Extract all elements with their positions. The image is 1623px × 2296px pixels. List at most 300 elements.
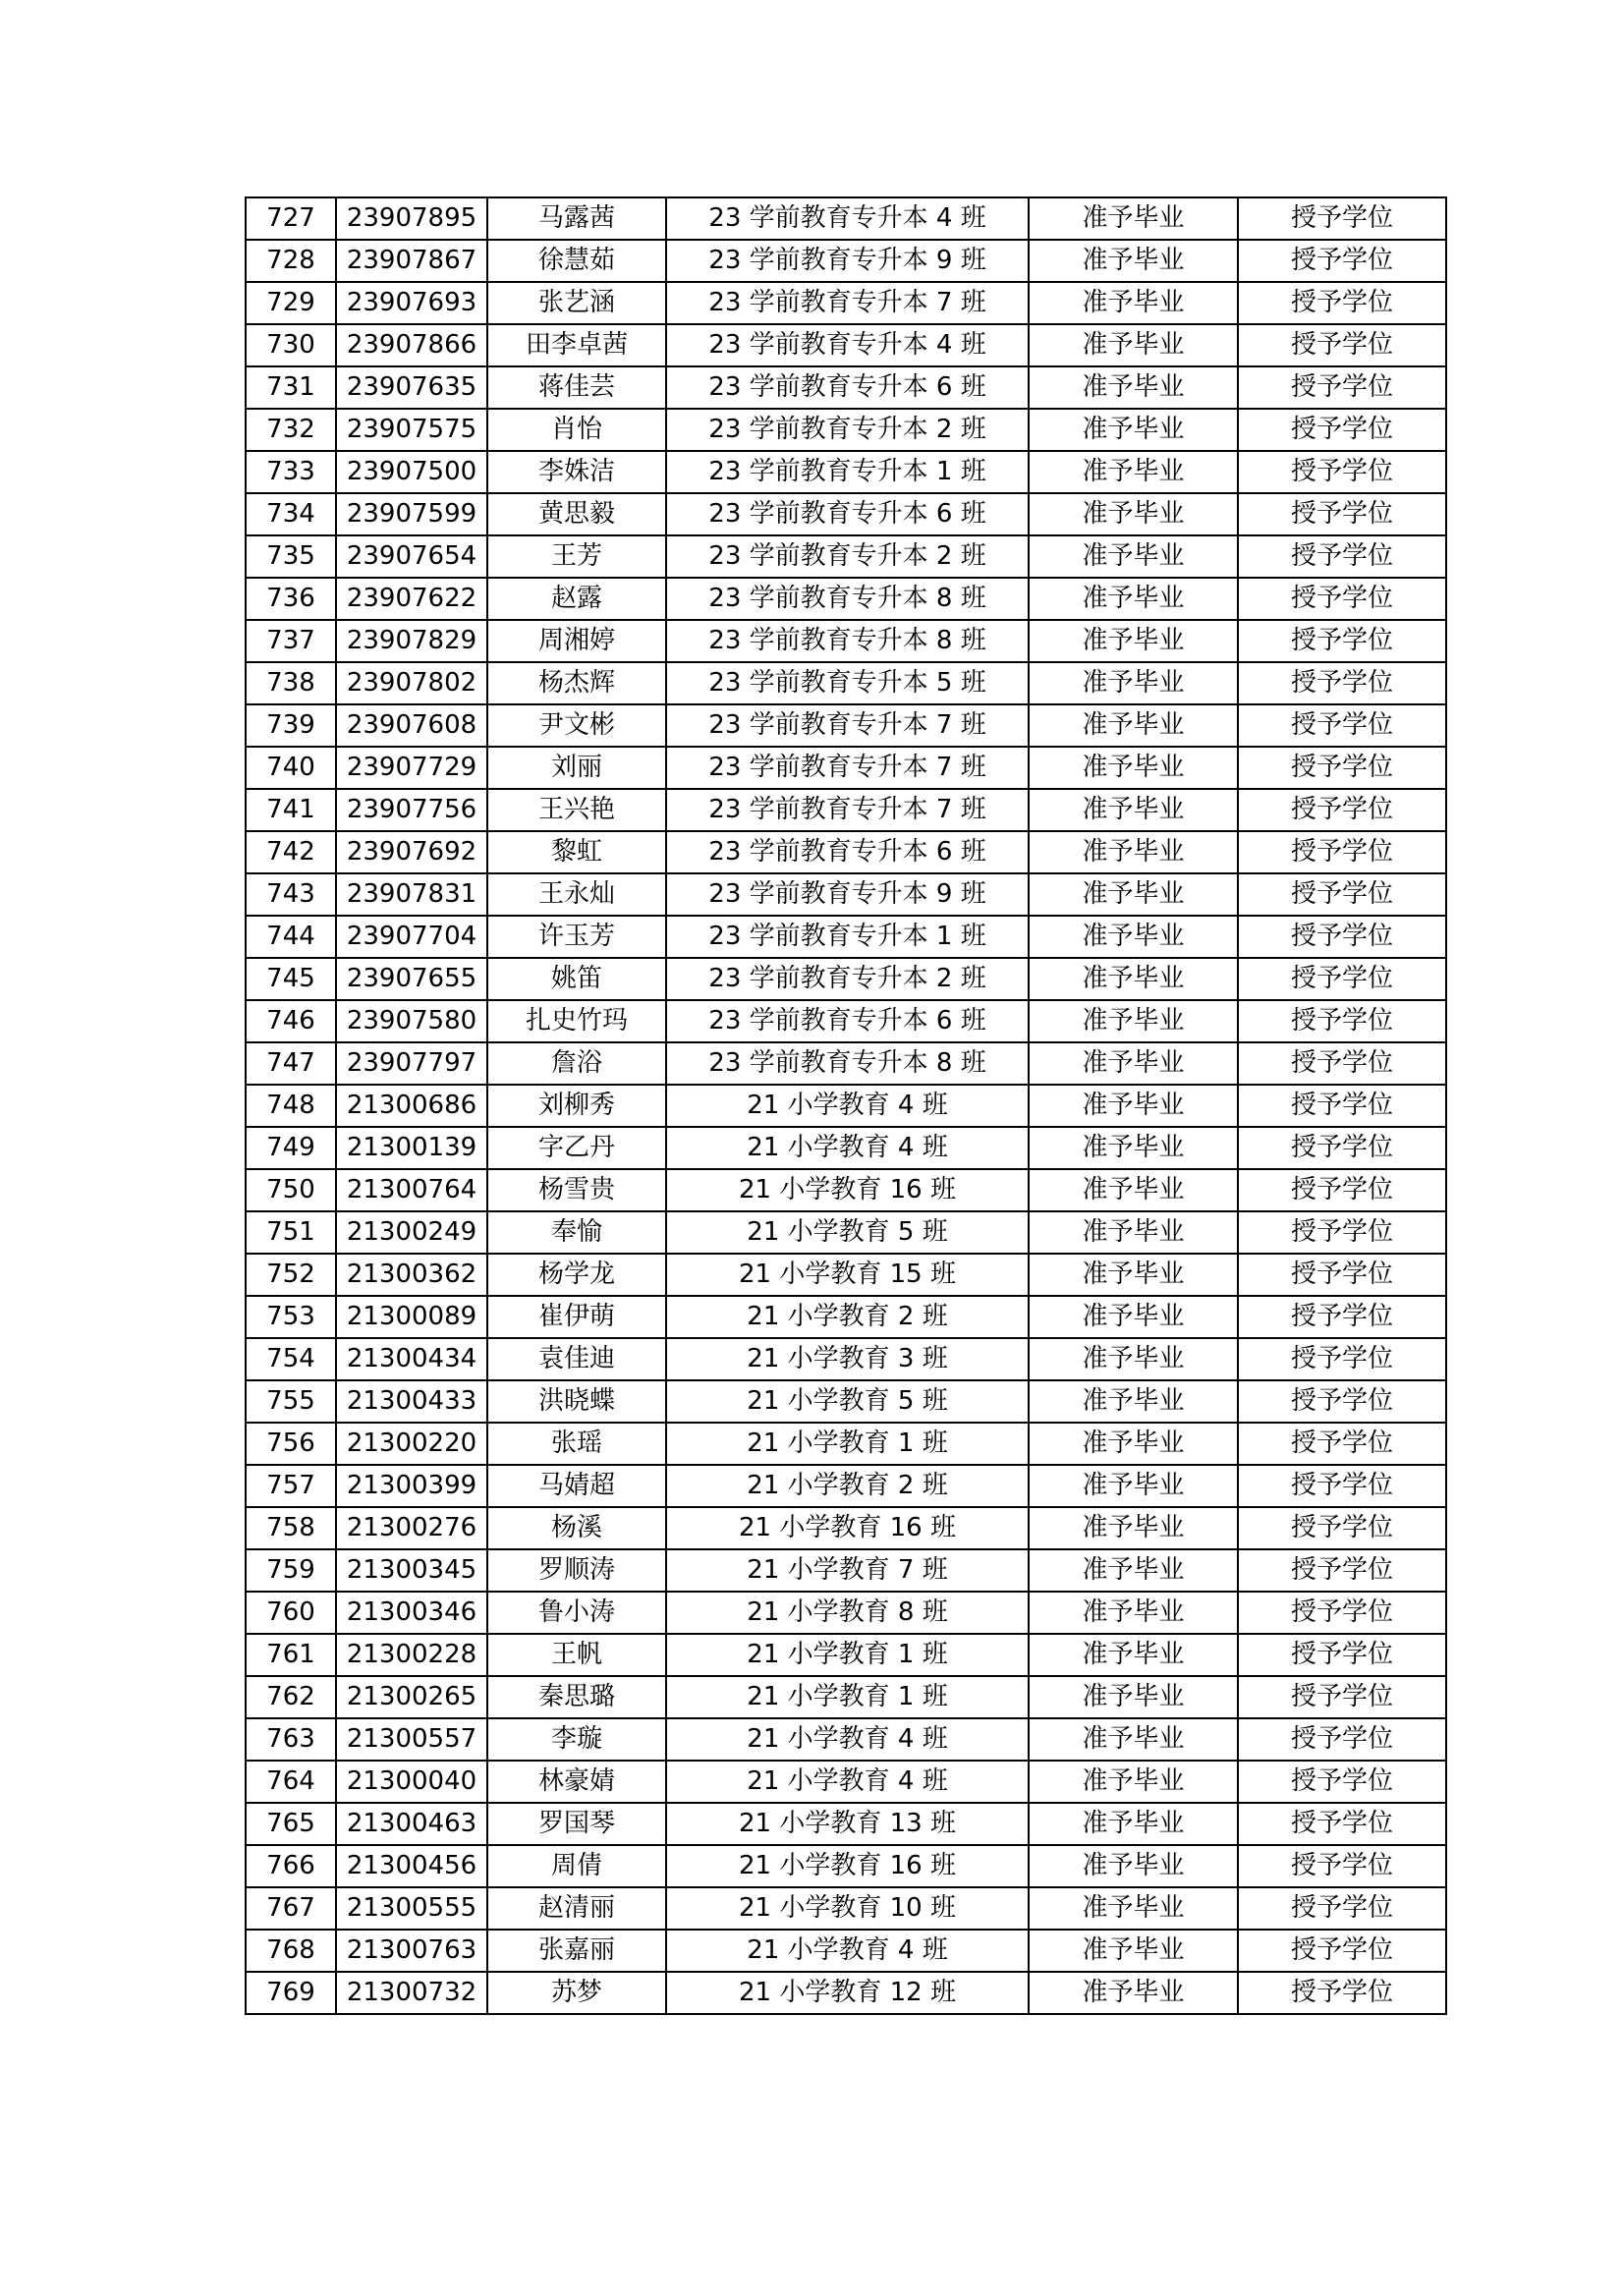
class-name-cell: 21 小学教育 1 班 xyxy=(666,1634,1029,1676)
student-id-cell: 21300276 xyxy=(336,1507,487,1549)
graduation-status-cell: 准予毕业 xyxy=(1029,1296,1238,1338)
table-row xyxy=(246,1380,1446,1423)
seq-number-cell: 745 xyxy=(246,958,336,1000)
student-id-cell: 21300399 xyxy=(336,1465,487,1507)
student-id-cell: 21300089 xyxy=(336,1296,487,1338)
degree-status-cell: 授予学位 xyxy=(1238,1254,1446,1296)
graduation-status-cell: 准予毕业 xyxy=(1029,1042,1238,1085)
student-name-cell: 苏梦 xyxy=(487,1972,666,2014)
degree-status-cell: 授予学位 xyxy=(1238,409,1446,451)
seq-number-cell: 754 xyxy=(246,1338,336,1380)
table-row xyxy=(246,366,1446,409)
degree-status-cell: 授予学位 xyxy=(1238,1930,1446,1972)
class-name-cell: 23 学前教育专升本 4 班 xyxy=(666,197,1029,240)
class-name-cell: 23 学前教育专升本 7 班 xyxy=(666,747,1029,789)
class-name-cell: 21 小学教育 12 班 xyxy=(666,1972,1029,2014)
table-row xyxy=(246,1887,1446,1930)
table-row xyxy=(246,620,1446,662)
table-row xyxy=(246,1592,1446,1634)
degree-status-cell: 授予学位 xyxy=(1238,831,1446,873)
graduation-status-cell: 准予毕业 xyxy=(1029,1507,1238,1549)
degree-status-cell: 授予学位 xyxy=(1238,282,1446,324)
table-row xyxy=(246,1042,1446,1085)
class-name-cell: 23 学前教育专升本 1 班 xyxy=(666,916,1029,958)
student-name-cell: 王兴艳 xyxy=(487,789,666,831)
seq-number-cell: 738 xyxy=(246,662,336,704)
table-row xyxy=(246,1000,1446,1042)
student-id-cell: 23907580 xyxy=(336,1000,487,1042)
degree-status-cell: 授予学位 xyxy=(1238,1211,1446,1254)
class-name-cell: 21 小学教育 4 班 xyxy=(666,1761,1029,1803)
seq-number-cell: 728 xyxy=(246,240,336,282)
student-name-cell: 李璇 xyxy=(487,1718,666,1761)
class-name-cell: 23 学前教育专升本 5 班 xyxy=(666,662,1029,704)
class-name-cell: 23 学前教育专升本 7 班 xyxy=(666,704,1029,747)
class-name-cell: 21 小学教育 5 班 xyxy=(666,1211,1029,1254)
degree-status-cell: 授予学位 xyxy=(1238,1000,1446,1042)
class-name-cell: 21 小学教育 4 班 xyxy=(666,1930,1029,1972)
class-name-cell: 21 小学教育 15 班 xyxy=(666,1254,1029,1296)
student-name-cell: 张瑶 xyxy=(487,1423,666,1465)
seq-number-cell: 737 xyxy=(246,620,336,662)
graduation-status-cell: 准予毕业 xyxy=(1029,831,1238,873)
class-name-cell: 23 学前教育专升本 6 班 xyxy=(666,1000,1029,1042)
degree-status-cell: 授予学位 xyxy=(1238,704,1446,747)
student-name-cell: 袁佳迪 xyxy=(487,1338,666,1380)
seq-number-cell: 735 xyxy=(246,535,336,578)
student-name-cell: 徐慧茹 xyxy=(487,240,666,282)
seq-number-cell: 744 xyxy=(246,916,336,958)
degree-status-cell: 授予学位 xyxy=(1238,1718,1446,1761)
class-name-cell: 21 小学教育 5 班 xyxy=(666,1380,1029,1423)
degree-status-cell: 授予学位 xyxy=(1238,1169,1446,1211)
graduation-status-cell: 准予毕业 xyxy=(1029,958,1238,1000)
graduation-status-cell: 准予毕业 xyxy=(1029,240,1238,282)
graduation-status-cell: 准予毕业 xyxy=(1029,1761,1238,1803)
table-row xyxy=(246,1549,1446,1592)
student-name-cell: 扎史竹玛 xyxy=(487,1000,666,1042)
student-id-cell: 21300764 xyxy=(336,1169,487,1211)
student-id-cell: 23907599 xyxy=(336,493,487,535)
table-row xyxy=(246,451,1446,493)
seq-number-cell: 751 xyxy=(246,1211,336,1254)
seq-number-cell: 746 xyxy=(246,1000,336,1042)
seq-number-cell: 727 xyxy=(246,197,336,240)
student-id-cell: 23907802 xyxy=(336,662,487,704)
student-id-cell: 21300763 xyxy=(336,1930,487,1972)
seq-number-cell: 757 xyxy=(246,1465,336,1507)
student-name-cell: 姚笛 xyxy=(487,958,666,1000)
table-row xyxy=(246,1169,1446,1211)
degree-status-cell: 授予学位 xyxy=(1238,1972,1446,2014)
class-name-cell: 23 学前教育专升本 9 班 xyxy=(666,240,1029,282)
student-name-cell: 杨溪 xyxy=(487,1507,666,1549)
degree-status-cell: 授予学位 xyxy=(1238,1380,1446,1423)
degree-status-cell: 授予学位 xyxy=(1238,1634,1446,1676)
student-name-cell: 刘丽 xyxy=(487,747,666,789)
degree-status-cell: 授予学位 xyxy=(1238,493,1446,535)
graduation-status-cell: 准予毕业 xyxy=(1029,535,1238,578)
table-row xyxy=(246,1634,1446,1676)
seq-number-cell: 767 xyxy=(246,1887,336,1930)
graduation-status-cell: 准予毕业 xyxy=(1029,1380,1238,1423)
table-row xyxy=(246,197,1446,240)
degree-status-cell: 授予学位 xyxy=(1238,451,1446,493)
student-name-cell: 罗国琴 xyxy=(487,1803,666,1845)
graduation-status-cell: 准予毕业 xyxy=(1029,578,1238,620)
student-id-cell: 23907756 xyxy=(336,789,487,831)
graduation-status-cell: 准予毕业 xyxy=(1029,451,1238,493)
student-name-cell: 张嘉丽 xyxy=(487,1930,666,1972)
student-name-cell: 蒋佳芸 xyxy=(487,366,666,409)
degree-status-cell: 授予学位 xyxy=(1238,873,1446,916)
class-name-cell: 23 学前教育专升本 2 班 xyxy=(666,535,1029,578)
student-name-cell: 字乙丹 xyxy=(487,1127,666,1169)
student-id-cell: 23907692 xyxy=(336,831,487,873)
seq-number-cell: 761 xyxy=(246,1634,336,1676)
degree-status-cell: 授予学位 xyxy=(1238,620,1446,662)
table-row xyxy=(246,1930,1446,1972)
seq-number-cell: 740 xyxy=(246,747,336,789)
degree-status-cell: 授予学位 xyxy=(1238,958,1446,1000)
table-row xyxy=(246,1423,1446,1465)
table-row xyxy=(246,1507,1446,1549)
seq-number-cell: 743 xyxy=(246,873,336,916)
class-name-cell: 21 小学教育 1 班 xyxy=(666,1423,1029,1465)
seq-number-cell: 756 xyxy=(246,1423,336,1465)
student-id-cell: 21300555 xyxy=(336,1887,487,1930)
degree-status-cell: 授予学位 xyxy=(1238,197,1446,240)
degree-status-cell: 授予学位 xyxy=(1238,1549,1446,1592)
seq-number-cell: 766 xyxy=(246,1845,336,1887)
graduation-status-cell: 准予毕业 xyxy=(1029,1211,1238,1254)
class-name-cell: 23 学前教育专升本 7 班 xyxy=(666,789,1029,831)
table-row xyxy=(246,1803,1446,1845)
seq-number-cell: 760 xyxy=(246,1592,336,1634)
graduation-status-cell: 准予毕业 xyxy=(1029,662,1238,704)
roster-table-body xyxy=(246,197,1446,2014)
table-row xyxy=(246,704,1446,747)
table-row xyxy=(246,831,1446,873)
student-name-cell: 肖怡 xyxy=(487,409,666,451)
student-id-cell: 23907797 xyxy=(336,1042,487,1085)
graduation-status-cell: 准予毕业 xyxy=(1029,366,1238,409)
student-id-cell: 23907867 xyxy=(336,240,487,282)
student-name-cell: 杨雪贵 xyxy=(487,1169,666,1211)
seq-number-cell: 753 xyxy=(246,1296,336,1338)
graduation-status-cell: 准予毕业 xyxy=(1029,1634,1238,1676)
table-row xyxy=(246,1845,1446,1887)
seq-number-cell: 731 xyxy=(246,366,336,409)
student-name-cell: 许玉芳 xyxy=(487,916,666,958)
seq-number-cell: 763 xyxy=(246,1718,336,1761)
student-id-cell: 21300456 xyxy=(336,1845,487,1887)
seq-number-cell: 759 xyxy=(246,1549,336,1592)
student-id-cell: 21300434 xyxy=(336,1338,487,1380)
seq-number-cell: 748 xyxy=(246,1085,336,1127)
degree-status-cell: 授予学位 xyxy=(1238,1127,1446,1169)
degree-status-cell: 授予学位 xyxy=(1238,1676,1446,1718)
student-name-cell: 周湘婷 xyxy=(487,620,666,662)
class-name-cell: 23 学前教育专升本 9 班 xyxy=(666,873,1029,916)
student-name-cell: 王芳 xyxy=(487,535,666,578)
degree-status-cell: 授予学位 xyxy=(1238,789,1446,831)
student-name-cell: 田李卓茜 xyxy=(487,324,666,366)
graduation-status-cell: 准予毕业 xyxy=(1029,282,1238,324)
class-name-cell: 23 学前教育专升本 2 班 xyxy=(666,958,1029,1000)
table-row xyxy=(246,578,1446,620)
seq-number-cell: 729 xyxy=(246,282,336,324)
class-name-cell: 23 学前教育专升本 6 班 xyxy=(666,831,1029,873)
student-id-cell: 23907654 xyxy=(336,535,487,578)
graduation-status-cell: 准予毕业 xyxy=(1029,1592,1238,1634)
student-id-cell: 21300228 xyxy=(336,1634,487,1676)
degree-status-cell: 授予学位 xyxy=(1238,1845,1446,1887)
student-id-cell: 23907829 xyxy=(336,620,487,662)
seq-number-cell: 730 xyxy=(246,324,336,366)
table-row xyxy=(246,1296,1446,1338)
student-name-cell: 洪晓蝶 xyxy=(487,1380,666,1423)
student-name-cell: 黄思毅 xyxy=(487,493,666,535)
graduation-status-cell: 准予毕业 xyxy=(1029,1254,1238,1296)
seq-number-cell: 764 xyxy=(246,1761,336,1803)
student-id-cell: 23907729 xyxy=(336,747,487,789)
graduation-status-cell: 准予毕业 xyxy=(1029,493,1238,535)
degree-status-cell: 授予学位 xyxy=(1238,578,1446,620)
student-name-cell: 罗顺涛 xyxy=(487,1549,666,1592)
graduation-status-cell: 准予毕业 xyxy=(1029,197,1238,240)
table-row xyxy=(246,1761,1446,1803)
class-name-cell: 23 学前教育专升本 8 班 xyxy=(666,620,1029,662)
graduation-status-cell: 准予毕业 xyxy=(1029,1169,1238,1211)
degree-status-cell: 授予学位 xyxy=(1238,1592,1446,1634)
seq-number-cell: 734 xyxy=(246,493,336,535)
class-name-cell: 21 小学教育 2 班 xyxy=(666,1465,1029,1507)
seq-number-cell: 752 xyxy=(246,1254,336,1296)
student-id-cell: 23907622 xyxy=(336,578,487,620)
table-row xyxy=(246,1254,1446,1296)
degree-status-cell: 授予学位 xyxy=(1238,916,1446,958)
class-name-cell: 21 小学教育 1 班 xyxy=(666,1676,1029,1718)
degree-status-cell: 授予学位 xyxy=(1238,1338,1446,1380)
class-name-cell: 21 小学教育 16 班 xyxy=(666,1845,1029,1887)
graduation-status-cell: 准予毕业 xyxy=(1029,789,1238,831)
seq-number-cell: 739 xyxy=(246,704,336,747)
graduation-status-cell: 准予毕业 xyxy=(1029,1127,1238,1169)
student-name-cell: 尹文彬 xyxy=(487,704,666,747)
graduation-status-cell: 准予毕业 xyxy=(1029,873,1238,916)
graduation-status-cell: 准予毕业 xyxy=(1029,1930,1238,1972)
student-id-cell: 23907704 xyxy=(336,916,487,958)
seq-number-cell: 741 xyxy=(246,789,336,831)
student-name-cell: 赵清丽 xyxy=(487,1887,666,1930)
seq-number-cell: 765 xyxy=(246,1803,336,1845)
graduation-status-cell: 准予毕业 xyxy=(1029,1972,1238,2014)
graduation-status-cell: 准予毕业 xyxy=(1029,747,1238,789)
degree-status-cell: 授予学位 xyxy=(1238,240,1446,282)
student-id-cell: 21300249 xyxy=(336,1211,487,1254)
student-name-cell: 鲁小涛 xyxy=(487,1592,666,1634)
degree-status-cell: 授予学位 xyxy=(1238,324,1446,366)
graduation-status-cell: 准予毕业 xyxy=(1029,1423,1238,1465)
table-row xyxy=(246,1338,1446,1380)
student-name-cell: 秦思璐 xyxy=(487,1676,666,1718)
table-row xyxy=(246,240,1446,282)
class-name-cell: 23 学前教育专升本 2 班 xyxy=(666,409,1029,451)
seq-number-cell: 747 xyxy=(246,1042,336,1085)
degree-status-cell: 授予学位 xyxy=(1238,366,1446,409)
graduation-status-cell: 准予毕业 xyxy=(1029,1549,1238,1592)
table-row xyxy=(246,1127,1446,1169)
seq-number-cell: 769 xyxy=(246,1972,336,2014)
graduation-status-cell: 准予毕业 xyxy=(1029,916,1238,958)
table-row xyxy=(246,958,1446,1000)
graduation-status-cell: 准予毕业 xyxy=(1029,1676,1238,1718)
class-name-cell: 23 学前教育专升本 4 班 xyxy=(666,324,1029,366)
table-row xyxy=(246,789,1446,831)
graduation-status-cell: 准予毕业 xyxy=(1029,1887,1238,1930)
student-name-cell: 李姝洁 xyxy=(487,451,666,493)
student-id-cell: 23907693 xyxy=(336,282,487,324)
student-id-cell: 21300732 xyxy=(336,1972,487,2014)
student-name-cell: 杨学龙 xyxy=(487,1254,666,1296)
seq-number-cell: 755 xyxy=(246,1380,336,1423)
graduation-status-cell: 准予毕业 xyxy=(1029,1803,1238,1845)
graduation-status-cell: 准予毕业 xyxy=(1029,1465,1238,1507)
class-name-cell: 21 小学教育 16 班 xyxy=(666,1507,1029,1549)
class-name-cell: 23 学前教育专升本 8 班 xyxy=(666,1042,1029,1085)
student-id-cell: 21300345 xyxy=(336,1549,487,1592)
student-name-cell: 黎虹 xyxy=(487,831,666,873)
class-name-cell: 21 小学教育 16 班 xyxy=(666,1169,1029,1211)
student-id-cell: 21300139 xyxy=(336,1127,487,1169)
student-name-cell: 王帆 xyxy=(487,1634,666,1676)
graduation-status-cell: 准予毕业 xyxy=(1029,620,1238,662)
graduation-status-cell: 准予毕业 xyxy=(1029,324,1238,366)
degree-status-cell: 授予学位 xyxy=(1238,1507,1446,1549)
graduation-status-cell: 准予毕业 xyxy=(1029,1085,1238,1127)
class-name-cell: 23 学前教育专升本 1 班 xyxy=(666,451,1029,493)
student-id-cell: 23907866 xyxy=(336,324,487,366)
degree-status-cell: 授予学位 xyxy=(1238,747,1446,789)
table-row xyxy=(246,535,1446,578)
class-name-cell: 21 小学教育 4 班 xyxy=(666,1085,1029,1127)
student-name-cell: 刘柳秀 xyxy=(487,1085,666,1127)
degree-status-cell: 授予学位 xyxy=(1238,1296,1446,1338)
degree-status-cell: 授予学位 xyxy=(1238,1803,1446,1845)
student-id-cell: 23907575 xyxy=(336,409,487,451)
class-name-cell: 21 小学教育 4 班 xyxy=(666,1127,1029,1169)
class-name-cell: 23 学前教育专升本 7 班 xyxy=(666,282,1029,324)
student-name-cell: 王永灿 xyxy=(487,873,666,916)
student-id-cell: 23907655 xyxy=(336,958,487,1000)
student-name-cell: 林豪婧 xyxy=(487,1761,666,1803)
degree-status-cell: 授予学位 xyxy=(1238,1465,1446,1507)
class-name-cell: 21 小学教育 4 班 xyxy=(666,1718,1029,1761)
student-id-cell: 23907831 xyxy=(336,873,487,916)
table-row xyxy=(246,1465,1446,1507)
table-row xyxy=(246,1676,1446,1718)
student-id-cell: 21300265 xyxy=(336,1676,487,1718)
student-name-cell: 杨杰辉 xyxy=(487,662,666,704)
table-row xyxy=(246,662,1446,704)
table-row xyxy=(246,324,1446,366)
student-name-cell: 马露茜 xyxy=(487,197,666,240)
student-id-cell: 21300433 xyxy=(336,1380,487,1423)
degree-status-cell: 授予学位 xyxy=(1238,1423,1446,1465)
degree-status-cell: 授予学位 xyxy=(1238,662,1446,704)
graduation-status-cell: 准予毕业 xyxy=(1029,1845,1238,1887)
table-row xyxy=(246,747,1446,789)
graduation-status-cell: 准予毕业 xyxy=(1029,409,1238,451)
table-row xyxy=(246,1972,1446,2014)
student-id-cell: 21300362 xyxy=(336,1254,487,1296)
seq-number-cell: 762 xyxy=(246,1676,336,1718)
student-name-cell: 马婧超 xyxy=(487,1465,666,1507)
student-id-cell: 23907500 xyxy=(336,451,487,493)
class-name-cell: 23 学前教育专升本 8 班 xyxy=(666,578,1029,620)
degree-status-cell: 授予学位 xyxy=(1238,1761,1446,1803)
table-row xyxy=(246,409,1446,451)
graduation-roster-table xyxy=(245,196,1447,2015)
class-name-cell: 23 学前教育专升本 6 班 xyxy=(666,366,1029,409)
seq-number-cell: 733 xyxy=(246,451,336,493)
degree-status-cell: 授予学位 xyxy=(1238,1042,1446,1085)
class-name-cell: 21 小学教育 8 班 xyxy=(666,1592,1029,1634)
graduation-status-cell: 准予毕业 xyxy=(1029,1000,1238,1042)
student-name-cell: 詹浴 xyxy=(487,1042,666,1085)
degree-status-cell: 授予学位 xyxy=(1238,1887,1446,1930)
table-row xyxy=(246,493,1446,535)
table-row xyxy=(246,1718,1446,1761)
student-id-cell: 23907635 xyxy=(336,366,487,409)
graduation-status-cell: 准予毕业 xyxy=(1029,704,1238,747)
student-name-cell: 周倩 xyxy=(487,1845,666,1887)
class-name-cell: 21 小学教育 13 班 xyxy=(666,1803,1029,1845)
seq-number-cell: 750 xyxy=(246,1169,336,1211)
table-row xyxy=(246,282,1446,324)
student-id-cell: 23907608 xyxy=(336,704,487,747)
class-name-cell: 21 小学教育 10 班 xyxy=(666,1887,1029,1930)
seq-number-cell: 736 xyxy=(246,578,336,620)
table-row xyxy=(246,873,1446,916)
seq-number-cell: 742 xyxy=(246,831,336,873)
graduation-status-cell: 准予毕业 xyxy=(1029,1338,1238,1380)
seq-number-cell: 758 xyxy=(246,1507,336,1549)
student-name-cell: 赵露 xyxy=(487,578,666,620)
table-row xyxy=(246,1085,1446,1127)
seq-number-cell: 732 xyxy=(246,409,336,451)
student-id-cell: 21300040 xyxy=(336,1761,487,1803)
degree-status-cell: 授予学位 xyxy=(1238,1085,1446,1127)
seq-number-cell: 749 xyxy=(246,1127,336,1169)
table-row xyxy=(246,1211,1446,1254)
student-name-cell: 崔伊萌 xyxy=(487,1296,666,1338)
seq-number-cell: 768 xyxy=(246,1930,336,1972)
student-id-cell: 21300346 xyxy=(336,1592,487,1634)
student-id-cell: 23907895 xyxy=(336,197,487,240)
table-row xyxy=(246,916,1446,958)
graduation-status-cell: 准予毕业 xyxy=(1029,1718,1238,1761)
student-id-cell: 21300557 xyxy=(336,1718,487,1761)
class-name-cell: 21 小学教育 7 班 xyxy=(666,1549,1029,1592)
student-id-cell: 21300220 xyxy=(336,1423,487,1465)
student-id-cell: 21300686 xyxy=(336,1085,487,1127)
class-name-cell: 23 学前教育专升本 6 班 xyxy=(666,493,1029,535)
degree-status-cell: 授予学位 xyxy=(1238,535,1446,578)
class-name-cell: 21 小学教育 3 班 xyxy=(666,1338,1029,1380)
student-id-cell: 21300463 xyxy=(336,1803,487,1845)
